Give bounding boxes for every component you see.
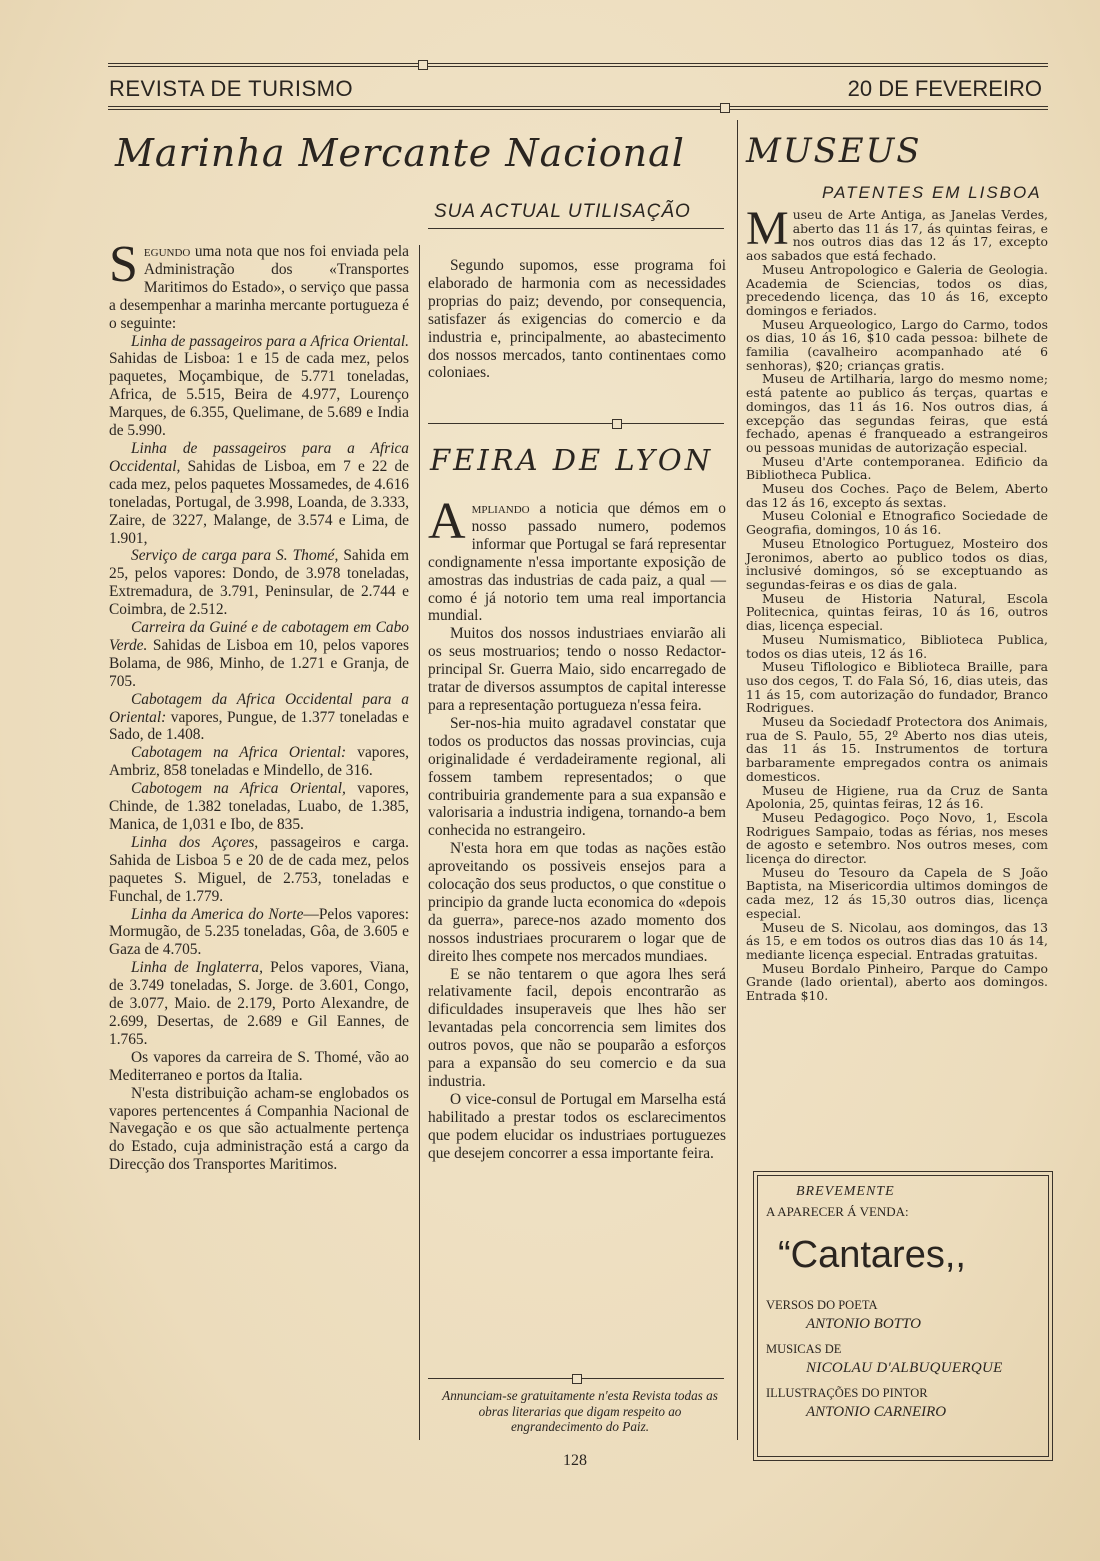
museus-title: MUSEUS [746,131,922,171]
museum-entry [746,482,1048,509]
museum-entry [746,592,1048,633]
museum-entry-text: Museu d'Arte contemporanea. Edificio da Bibliotheca Publica. [746,453,1048,483]
paragraph: O vice-consul de Portugal em Marselha está habilitado a prestar todos os esclarecimentos que podem elucidar os industriaes portuguezes que desejem concorrer a essa importante feira. [428,1090,726,1162]
museum-entry-text: Museu de S. Nicolau, aos domingos, das 13 ás 15, e em todos os outros dias das 10 ás 14, mediante licença especial. Entradas gratuitas. [746,919,1048,962]
running-head-left: REVISTA DE TURISMO [109,76,354,101]
museum-entry-text: Museu Bordalo Pinheiro, Parque do Campo Grande (lado oriental), aberto aos domingos. Entrada $10. [746,960,1048,1004]
paragraph: N'esta distribuição acham-se englobados os vapores pertencentes á Companhia Nacional de Navegação e os que são actualmente pertença do Estado, cuja administração está a cargo da Direcção dos Transportes Maritimos. [109,1084,409,1174]
route-text: Sahidas de Lisboa, em 7 e 22 de cada mez, pelos paquetes Mossamedes, de 4.616 toneladas, Portugal, de 3.998, Loanda, de 3.333, Zaire, de 3227, Malange, de 3.574 e Lima, de 1.901, [109,457,409,547]
museum-entry-text: Museu de Artilharia, largo do mesmo nome; está patente ao publico ás terças, quartas e domingos, das 11 ás 16. Nos outros dias, á excepção das segundas feiras, que está fechado, apenas é franqueado a estrangeiros ou pessoas munidas de autorização especial. [746,371,1048,455]
subtitle-rule [428,228,724,230]
ad-line: VERSOS DO POETA [766,1298,878,1312]
route-heading: Cabotogem na Africa Oriental, [131,780,346,798]
lead-word: mpliando [471,500,530,517]
route-text: Sahidas de Lisboa: 1 e 15 de cada mez, pelos paquetes, Moçambique, de 5.771 toneladas, Africa, de 5.515, Beira de 4.977, Lourenço Marques, de 6.355, Quelimane, de 5.689 e India de 5.990. [109,350,409,440]
route-text: passageiros e carga. Sahida de Lisboa 5 e 20 de de cada mez, pelos paquetes S. Miguel, de 2.753, toneladas e Funchal, de 1.779. [109,833,409,905]
route-text: vapores, Chinde, de 1.382 toneladas, Luabo, de 1.385, Manica, de 1,031 e Ibo, de 835. [109,780,410,833]
header-ornament [418,60,428,70]
ad-line: ANTONIO CARNEIRO [806,1404,947,1420]
museum-entry-text: Museu Numismatico, Biblioteca Publica, todos os dias uteis, 12 ás 16. [746,631,1048,661]
note-ornament [572,1374,582,1384]
paragraph [109,619,409,691]
museum-entry [746,202,1048,264]
section-ornament [612,419,622,429]
museum-entry [746,715,1048,784]
page-number: 128 [563,1452,587,1469]
museum-entry-text: Museu do Tesouro da Capela de S João Baptista, na Misericordia ultimos domingos de cada mez, 12 ás 15,30 outros dias, licença especial. [746,864,1048,921]
header-ornament [720,103,730,113]
paragraph-text: uma nota que nos foi enviada pela Administração dos «Transportes Maritimos do Estado», o serviço que passa a desempenhar a marinha mercante portugueza é o seguinte: [109,243,409,332]
paragraph [109,744,409,780]
museum-entry-text: Museu Etnologico Portuguez, Mosteiro dos Jeronimos, aberto ao publico todos os dias, inclusivé domingos, só se exceptuando as segundas-feiras e os dias de gala. [746,535,1048,592]
advertisement-box [757,1175,1049,1457]
museum-entry [746,811,1048,866]
museus-column [746,202,1048,1004]
route-text: vapores, Pungue, de 1.377 toneladas e Sado, de 1.408. [109,708,409,744]
paragraph [109,440,409,547]
paragraph [109,959,409,1049]
museus-subtitle: PATENTES EM LISBOA [822,183,1042,202]
drop-cap: A [428,493,466,550]
route-heading: Serviço de carga para S. Thomé, [131,547,339,565]
drop-cap: M [746,202,789,255]
route-text: —Pelos vapores: Mormugão, de 5.235 toneladas, Gôa, de 3.605 e Gaza de 4.705. [109,905,410,959]
column-divider [419,245,420,1440]
museus-list [746,202,1048,1004]
column-divider [737,120,738,1440]
running-head-right: 20 DE FEVEREIRO [847,76,1042,101]
paragraph [109,236,409,333]
header-rule-bottom [108,106,1048,110]
museum-entry [746,633,1048,660]
museum-entry [746,318,1048,373]
article-column-2 [428,257,726,382]
museum-entry [746,784,1048,811]
route-heading: Linha de Inglaterra, [131,959,263,977]
museum-entry-text: Museu de Historia Natural, Escola Politecnica, quintas feiras, 10 ás 16, outros dias, licença especial. [746,590,1048,634]
ad-line: A APARECER Á VENDA: [766,1204,909,1219]
museum-entry-text: Museu Arqueologico, Largo do Carmo, todos os dias, 10 ás 16, $10 cada pessoa: bilhete de familia (cavalheiro acompanhado até 6 senhoras), $20; crianças gratis. [746,316,1048,373]
article-title: Marinha Mercante Nacional [115,131,685,175]
section-rule [428,423,724,425]
paragraph: Segundo supomos, esse programa foi elaborado de harmonia com as necessidades proprias do paiz; devendo, por consequencia, satisfazer ás exigencias do comercio e da industria e, principalmente, ao abastecimento dos nossos mercados, tanto continentaes como coloniaes. [428,257,726,382]
paragraph-text: a noticia que démos em o nosso passado numero, podemos informar que Portugal se fará representar condignamente n'essa importante exposição de amostras das industrias de cada paiz, a qual — como é já notorio tem uma real importancia mundial. [428,500,726,625]
museum-entry-text: Museu dos Coches. Paço de Belem, Aberto das 12 ás 16, excepto ás sextas. [746,481,1048,510]
route-text: Sahida em 25, pelos vapores: Dondo, de 3.978 toneladas, Extremadura, de 3.791, Peninsular, de 2.744 e Coimbra, de 2.512. [109,547,409,619]
museum-entry-text: Museu Pedagogico. Poço Novo, 1, Escola Rodrigues Sampaio, todas as férias, nos meses de agosto e setembro. Nos outros meses, com licença do director. [746,809,1048,867]
article-subtitle: SUA ACTUAL UTILISAÇÃO [434,201,691,222]
museum-entry-text: useu de Arte Antiga, as Janelas Verdes, aberto das 11 ás 17, ás quintas feiras, e nos outros dias das 12 ás 17, excepto aos sabados que está fechado. [746,207,1048,264]
paragraph [109,333,409,440]
ad-line: NICOLAU D'ALBUQUERQUE [806,1360,1003,1376]
ad-book-title: “Cantares,, [778,1234,966,1276]
ad-line: ANTONIO BOTTO [806,1316,921,1332]
ad-line: MUSICAS DE [766,1342,842,1356]
museum-entry [746,866,1048,921]
museum-entry [746,263,1048,318]
paragraph [109,547,409,619]
article-column-1 [109,236,410,1174]
paragraph [109,691,409,745]
editorial-note: Annunciam-se gratuitamente n'esta Revista todas as obras literarias que digam respeito ao engrandecimento do Paiz. [442,1388,718,1435]
route-heading: Linha de passageiros para a Africa Oriental. [131,332,409,350]
feira-title: FEIRA DE LYON [430,443,714,477]
museum-entry [746,962,1048,1003]
header-rule-top [108,63,1048,67]
route-text: vapores, Ambriz, 858 toneladas e Mindello, de 316. [109,744,409,780]
museum-entry [746,537,1048,592]
museum-entry [746,660,1048,715]
ad-line: BREVEMENTE [796,1184,895,1199]
paragraph: Os vapores da carreira de S. Thomé, vão ao Mediterraneo e portos da Italia. [109,1048,409,1084]
paragraph: Ser-nos-hia muito agradavel constatar que todos os productos das nossas provincias, cuja originalidade é verdadeiramente regional, ali fossem tambem representados; o que contribuiria grandemente para a sua expansão e valorisaria a industria indigena, tornando-a bem conhecida no estrangeiro. [428,714,726,840]
museum-entry-text: Museu da Sociedadf Protectora dos Animais, rua de S. Paulo, 55, 2º Aberto nos dias uteis, das 11 ás 15. Instrumentos de tortura barbaramente empregados contra os animais domesticos. [746,714,1048,784]
route-text: Pelos vapores, Viana, de 3.749 toneladas, S. Jorge. de 3.601, Congo, de 3.077, Maio. de 2.179, Porto Alexandre, de 2.699, Desertas, de 2.689 e Gil Eannes, de 1.765. [109,959,409,1048]
route-heading: Cabotagem na Africa Oriental: [131,744,347,762]
route-heading: Linha da America do Norte [131,905,304,923]
paragraph: E se não tentarem o que agora lhes será relativamente facil, depois encontrarão as dificuldades insuperaveis que lhes hão ser levantadas pela concorrencia sem limites dos outros povos, que não se pouparão a esforços para a expansão do seu comercio e da sua industria. [428,965,726,1090]
museum-entry-text: Museu Antropologico e Galeria de Geologia. Academia de Sciencias, todos os dias, precedendo licença, das 10 ás 16, excepto domingos e feriados. [746,261,1048,318]
paragraph [109,780,409,834]
drop-cap: S [109,236,138,293]
museum-entry [746,372,1048,454]
paragraph [109,834,409,906]
museum-entry-text: Museu de Higiene, rua da Cruz de Santa Apolonia, 25, quintas feiras, 12 ás 16. [746,782,1048,812]
museum-entry [746,921,1048,962]
feira-article [428,493,726,1163]
ad-line: ILLUSTRAÇÕES DO PINTOR [766,1386,928,1400]
route-heading: Linha dos Açores, [131,833,259,851]
route-heading: Linha de passageiros para a Africa Occidental, [109,439,409,475]
lead-word: egundo [143,243,191,260]
museum-entry-text: Museu Tiflologico e Biblioteca Braille, para uso dos cegos, T. do Fala Só, 16, dias uteis, das 11 ás 15, com autorização do fundador, Branco Rodrigues. [746,659,1048,716]
route-heading: Cabotagem da Africa Occidental para a Oriental: [109,690,409,726]
paragraph [109,906,409,960]
paragraph [428,493,726,625]
route-heading: Carreira da Guiné e de cabotagem em Cabo Verde. [109,619,409,654]
paragraph: N'esta hora em que todas as nações estão aproveitando os possiveis ensejos para a colocação dos seus productos, o que constitue o principio da grande lucta economica do «depois da guerra», parece-nos azado momento dos nossos industriaes procurarem o logar que de direito lhes compete nos mercados mundiaes. [428,840,726,965]
paragraph: Muitos dos nossos industriaes enviarão ali os seus mostruarios; tendo o nosso Redactor-principal Sr. Guerra Maio, sido encarregado de tratar de diversos assumptos de capital interesse para a representação portugueza n'essa feira. [428,625,726,714]
museum-entry-text: Museu Colonial e Etnografico Sociedade de Geografia, domingos, 10 ás 16. [746,508,1048,538]
route-text: Sahidas de Lisboa em 10, pelos vapores Bolama, de 986, Minho, de 1.271 e Granja, de 705. [109,636,409,690]
museum-entry [746,509,1048,536]
museum-entry [746,455,1048,482]
